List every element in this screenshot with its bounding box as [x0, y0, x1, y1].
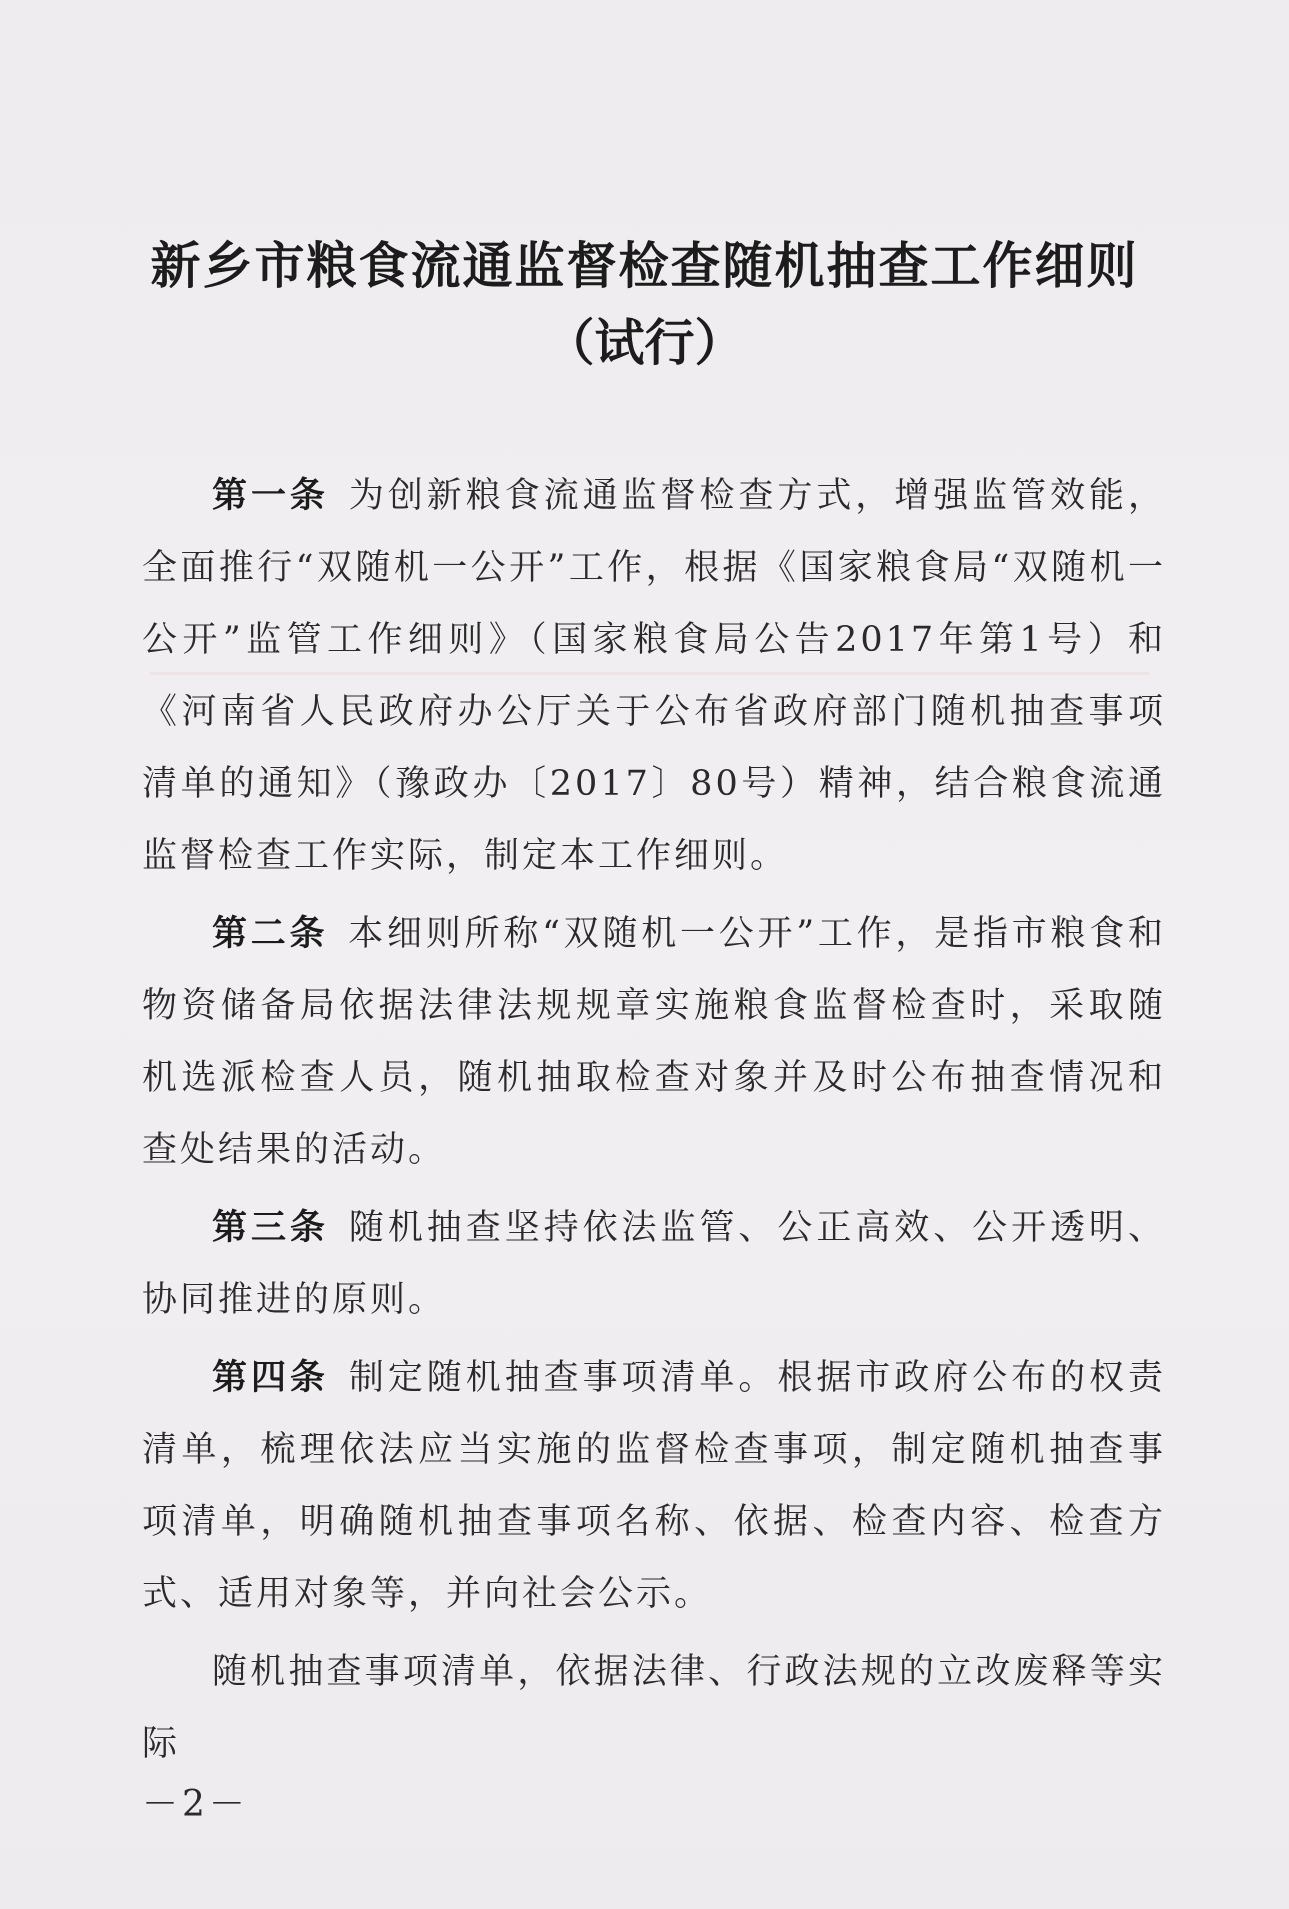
article-3-head: 第三条 — [212, 1208, 329, 1248]
article-1 — [142, 460, 1166, 892]
article-1-head: 第一条 — [212, 476, 329, 516]
document-title: 新乡市粮食流通监督检查随机抽查工作细则 — [150, 236, 1139, 295]
continuation-paragraph: 随机抽查事项清单，依据法律、行政法规的立改废释等实际 — [142, 1652, 1166, 1764]
article-3-text: 随机抽查坚持依法监管、公正高效、公开透明、协同推进的原则。 — [142, 1208, 1166, 1320]
article-3 — [142, 1192, 1166, 1336]
article-4 — [142, 1342, 1166, 1630]
article-4-text: 制定随机抽查事项清单。根据市政府公布的权责清单，梳理依法应当实施的监督检查事项，制定随机抽查事项清单，明确随机抽查事项名称、依据、检查内容、检查方式、适用对象等，并向社会公示。 — [142, 1358, 1166, 1614]
article-4-head: 第四条 — [212, 1358, 329, 1398]
article-2 — [142, 898, 1166, 1186]
page-number: －2－ — [142, 1784, 249, 1825]
article-2-head: 第二条 — [212, 914, 329, 954]
document-body — [142, 460, 1166, 1786]
article-1-text: 为创新粮食流通监督检查方式，增强监管效能，全面推行“双随机一公开”工作，根据《国家粮食局“双随机一公开”监管工作细则》（国家粮食局公告2017年第1号）和《河南省人民政府办公厅关于公布省政府部门随机抽查事项清单的通知》（豫政办〔2017〕80号）精神，结合粮食流通监督检查工作实际，制定本工作细则。 — [142, 476, 1166, 876]
document-subtitle: （试行） — [544, 313, 745, 372]
article-2-text: 本细则所称“双随机一公开”工作，是指市粮食和物资储备局依据法律法规规章实施粮食监督检查时，采取随机选派检查人员，随机抽取检查对象并及时公布抽查情况和查处结果的活动。 — [142, 914, 1166, 1170]
